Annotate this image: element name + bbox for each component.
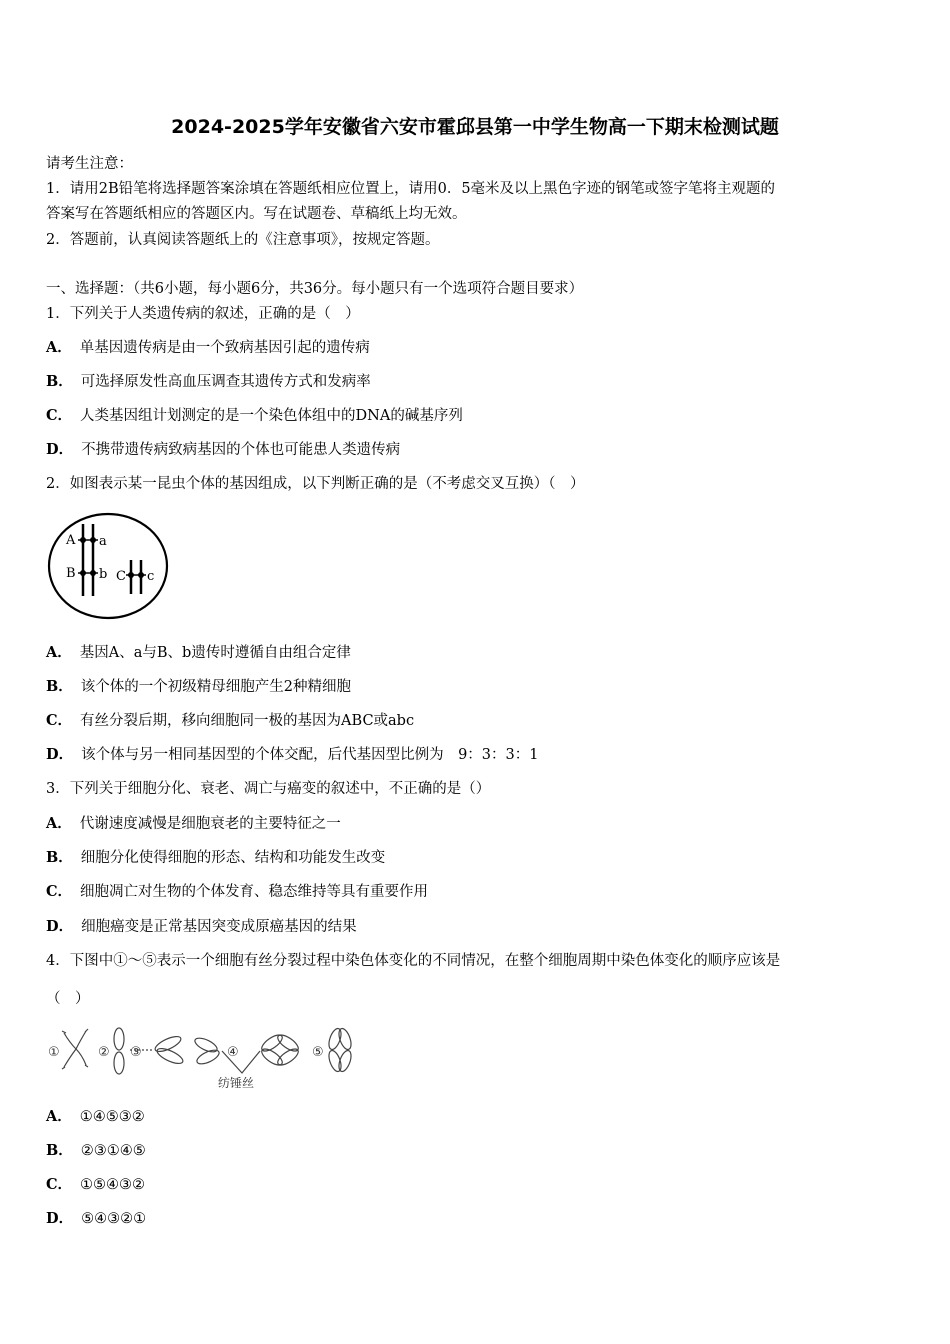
stage-5-arm-a (327, 1027, 344, 1051)
notice-item-1-line-2: 答案写在答题纸相应的答题区内。写在试题卷、草稿纸上均无效。 (46, 206, 467, 222)
question-4-stem-line-1: 4．下图中①～⑤表示一个细胞有丝分裂过程中染色体变化的不同情况，在整个细胞周期中染色体变化的顺序应该是 (46, 953, 781, 969)
stage-2-arm-upper (114, 1028, 124, 1050)
stage-1-chromatin-b (64, 1031, 86, 1067)
mitosis-stages-figure (46, 1025, 358, 1093)
gene-label-a: a (99, 534, 107, 549)
question-4-option-d: D． ⑤④③②① (46, 1210, 147, 1227)
stage-label-5: ⑤ (312, 1045, 324, 1060)
question-1-option-c: C． 人类基因组计划测定的是一个染色体组中的DNA的碱基序列 (46, 407, 463, 424)
section-heading: 一、选择题：（共6小题，每小题6分，共36分。每小题只有一个选项符合题目要求） (46, 281, 584, 297)
question-2-option-a: A． 基因A、a与B、b遗传时遵循自由组合定律 (46, 644, 351, 661)
question-4-option-a: A． ①④⑤③② (46, 1108, 145, 1125)
question-2-option-b: B． 该个体的一个初级精母细胞产生2种精细胞 (46, 678, 351, 695)
gene-label-A: A (66, 533, 76, 548)
gene-label-B: B (66, 566, 76, 581)
question-1-stem: 1．下列关于人类遗传病的叙述，正确的是（ ） (46, 306, 360, 322)
stage-label-1: ① (48, 1045, 60, 1060)
question-3-option-b: B． 细胞分化使得细胞的形态、结构和功能发生改变 (46, 849, 386, 866)
question-4-option-c: C． ①⑤④③② (46, 1176, 146, 1193)
gene-label-c: c (147, 569, 155, 584)
question-2-stem: 2．如图表示某一昆虫个体的基因组成，以下判断正确的是（不考虑交叉互换）（ ） (46, 476, 585, 492)
question-4-option-b: B． ②③①④⑤ (46, 1142, 146, 1159)
stage-label-4: ④ (227, 1045, 239, 1060)
stage-label-3: ③ (130, 1045, 142, 1060)
stage-2-arm-lower (114, 1052, 124, 1074)
question-4-stem-line-2: （ ） (46, 991, 90, 1007)
stage-label-2: ② (98, 1045, 110, 1060)
question-1-option-b: B． 可选择原发性高血压调查其遗传方式和发病率 (46, 373, 371, 390)
cell-genotype-figure (46, 508, 170, 624)
question-2-option-c: C． 有丝分裂后期，移向细胞同一极的基因为ABC或abc (46, 712, 415, 729)
gene-label-b: b (99, 567, 108, 582)
question-2-option-d: D． 该个体与另一相同基因型的个体交配，后代基因型比例为 9：3：3：1 (46, 746, 539, 763)
question-3-option-d: D． 细胞癌变是正常基因突变成原癌基因的结果 (46, 918, 357, 935)
question-3-option-a: A． 代谢速度减慢是细胞衰老的主要特征之一 (46, 815, 341, 832)
question-1-option-d: D． 不携带遗传病致病基因的个体也可能患人类遗传病 (46, 441, 401, 458)
gene-label-C: C (116, 569, 126, 584)
notice-item-2: 2．答题前，认真阅读答题纸上的《注意事项》，按规定答题。 (46, 232, 440, 248)
question-1-option-a: A． 单基因遗传病是由一个致病基因引起的遗传病 (46, 339, 370, 356)
stage-4-arm-a (193, 1035, 219, 1054)
spindle-label: 纺锤丝 (218, 1076, 255, 1090)
page-title: 2024-2025学年安徽省六安市霍邱县第一中学生物高一下期末检测试题 (171, 116, 779, 138)
question-3-stem: 3．下列关于细胞分化、衰老、凋亡与癌变的叙述中，不正确的是（） (46, 781, 491, 797)
notice-item-1-line-1: 1．请用2B铅笔将选择题答案涂填在答题纸相应位置上，请用0．5毫米及以上黑色字迹的钢笔或签字笔将主观题的 (46, 181, 776, 197)
question-3-option-c: C． 细胞凋亡对生物的个体发育、稳态维持等具有重要作用 (46, 883, 429, 900)
stage-4-arm-b (195, 1047, 221, 1066)
notice-heading: 请考生注意： (46, 156, 133, 172)
